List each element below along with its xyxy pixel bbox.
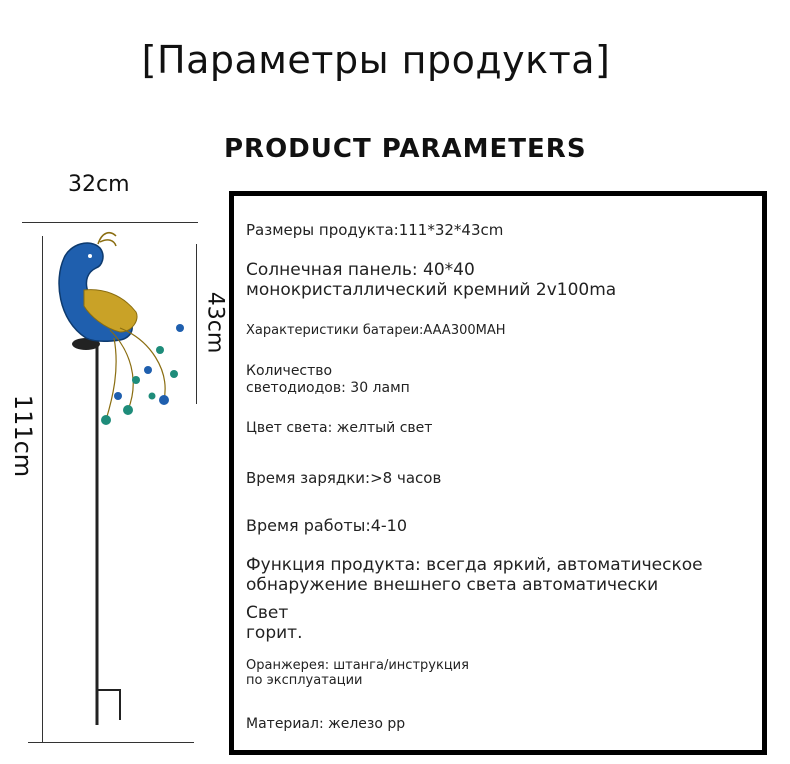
tail-gem — [170, 370, 178, 378]
peacock-eye — [88, 254, 92, 258]
tail-gem — [101, 415, 111, 425]
tail-gem — [149, 393, 156, 400]
spec-battery: Характеристики батареи:AAA300MAH — [246, 323, 506, 338]
spec-function: Функция продукта: всегда яркий, автоматическое обнаружение внешнего света автоматически — [246, 555, 703, 596]
spec-light-on: Свет горит. — [246, 603, 303, 644]
dimension-width-label: 32cm — [68, 172, 130, 197]
tail-gem — [123, 405, 133, 415]
peacock-crest — [98, 233, 116, 246]
peacock-tail-curl-1 — [110, 330, 133, 410]
spec-work-time: Время работы:4-10 — [246, 516, 408, 535]
spec-box — [229, 191, 767, 755]
title-ru: [Параметры продукта] — [141, 38, 611, 82]
tail-gem — [144, 366, 152, 374]
tail-gem — [114, 392, 122, 400]
dimension-head-height-label: 43cm — [202, 291, 228, 354]
spec-size: Размеры продукта:111*32*43cm — [246, 221, 504, 239]
spec-charge-time: Время зарядки:>8 часов — [246, 469, 442, 487]
peacock-tail-curl-2 — [120, 328, 165, 400]
dimension-total-height-label: 111cm — [9, 394, 38, 478]
stake-fork — [97, 690, 120, 720]
tail-gem — [159, 395, 169, 405]
peacock-tail-curl-3 — [106, 338, 116, 420]
tail-gem — [176, 324, 184, 332]
tail-gem — [132, 376, 140, 384]
title-en: PRODUCT PARAMETERS — [224, 134, 587, 164]
bottom-guide-line — [28, 742, 194, 743]
tail-gem — [156, 346, 164, 354]
spec-package: Оранжерея: штанга/инструкция по эксплуатации — [246, 658, 469, 689]
spec-light-color: Цвет света: желтый свет — [246, 420, 433, 436]
peacock-solar-stake-icon — [40, 220, 200, 730]
spec-material: Материал: железо рр — [246, 716, 406, 732]
spec-led-count: Количество светодиодов: 30 ламп — [246, 363, 410, 396]
spec-solar-panel: Солнечная панель: 40*40 монокристаллический кремний 2v100ma — [246, 260, 617, 301]
